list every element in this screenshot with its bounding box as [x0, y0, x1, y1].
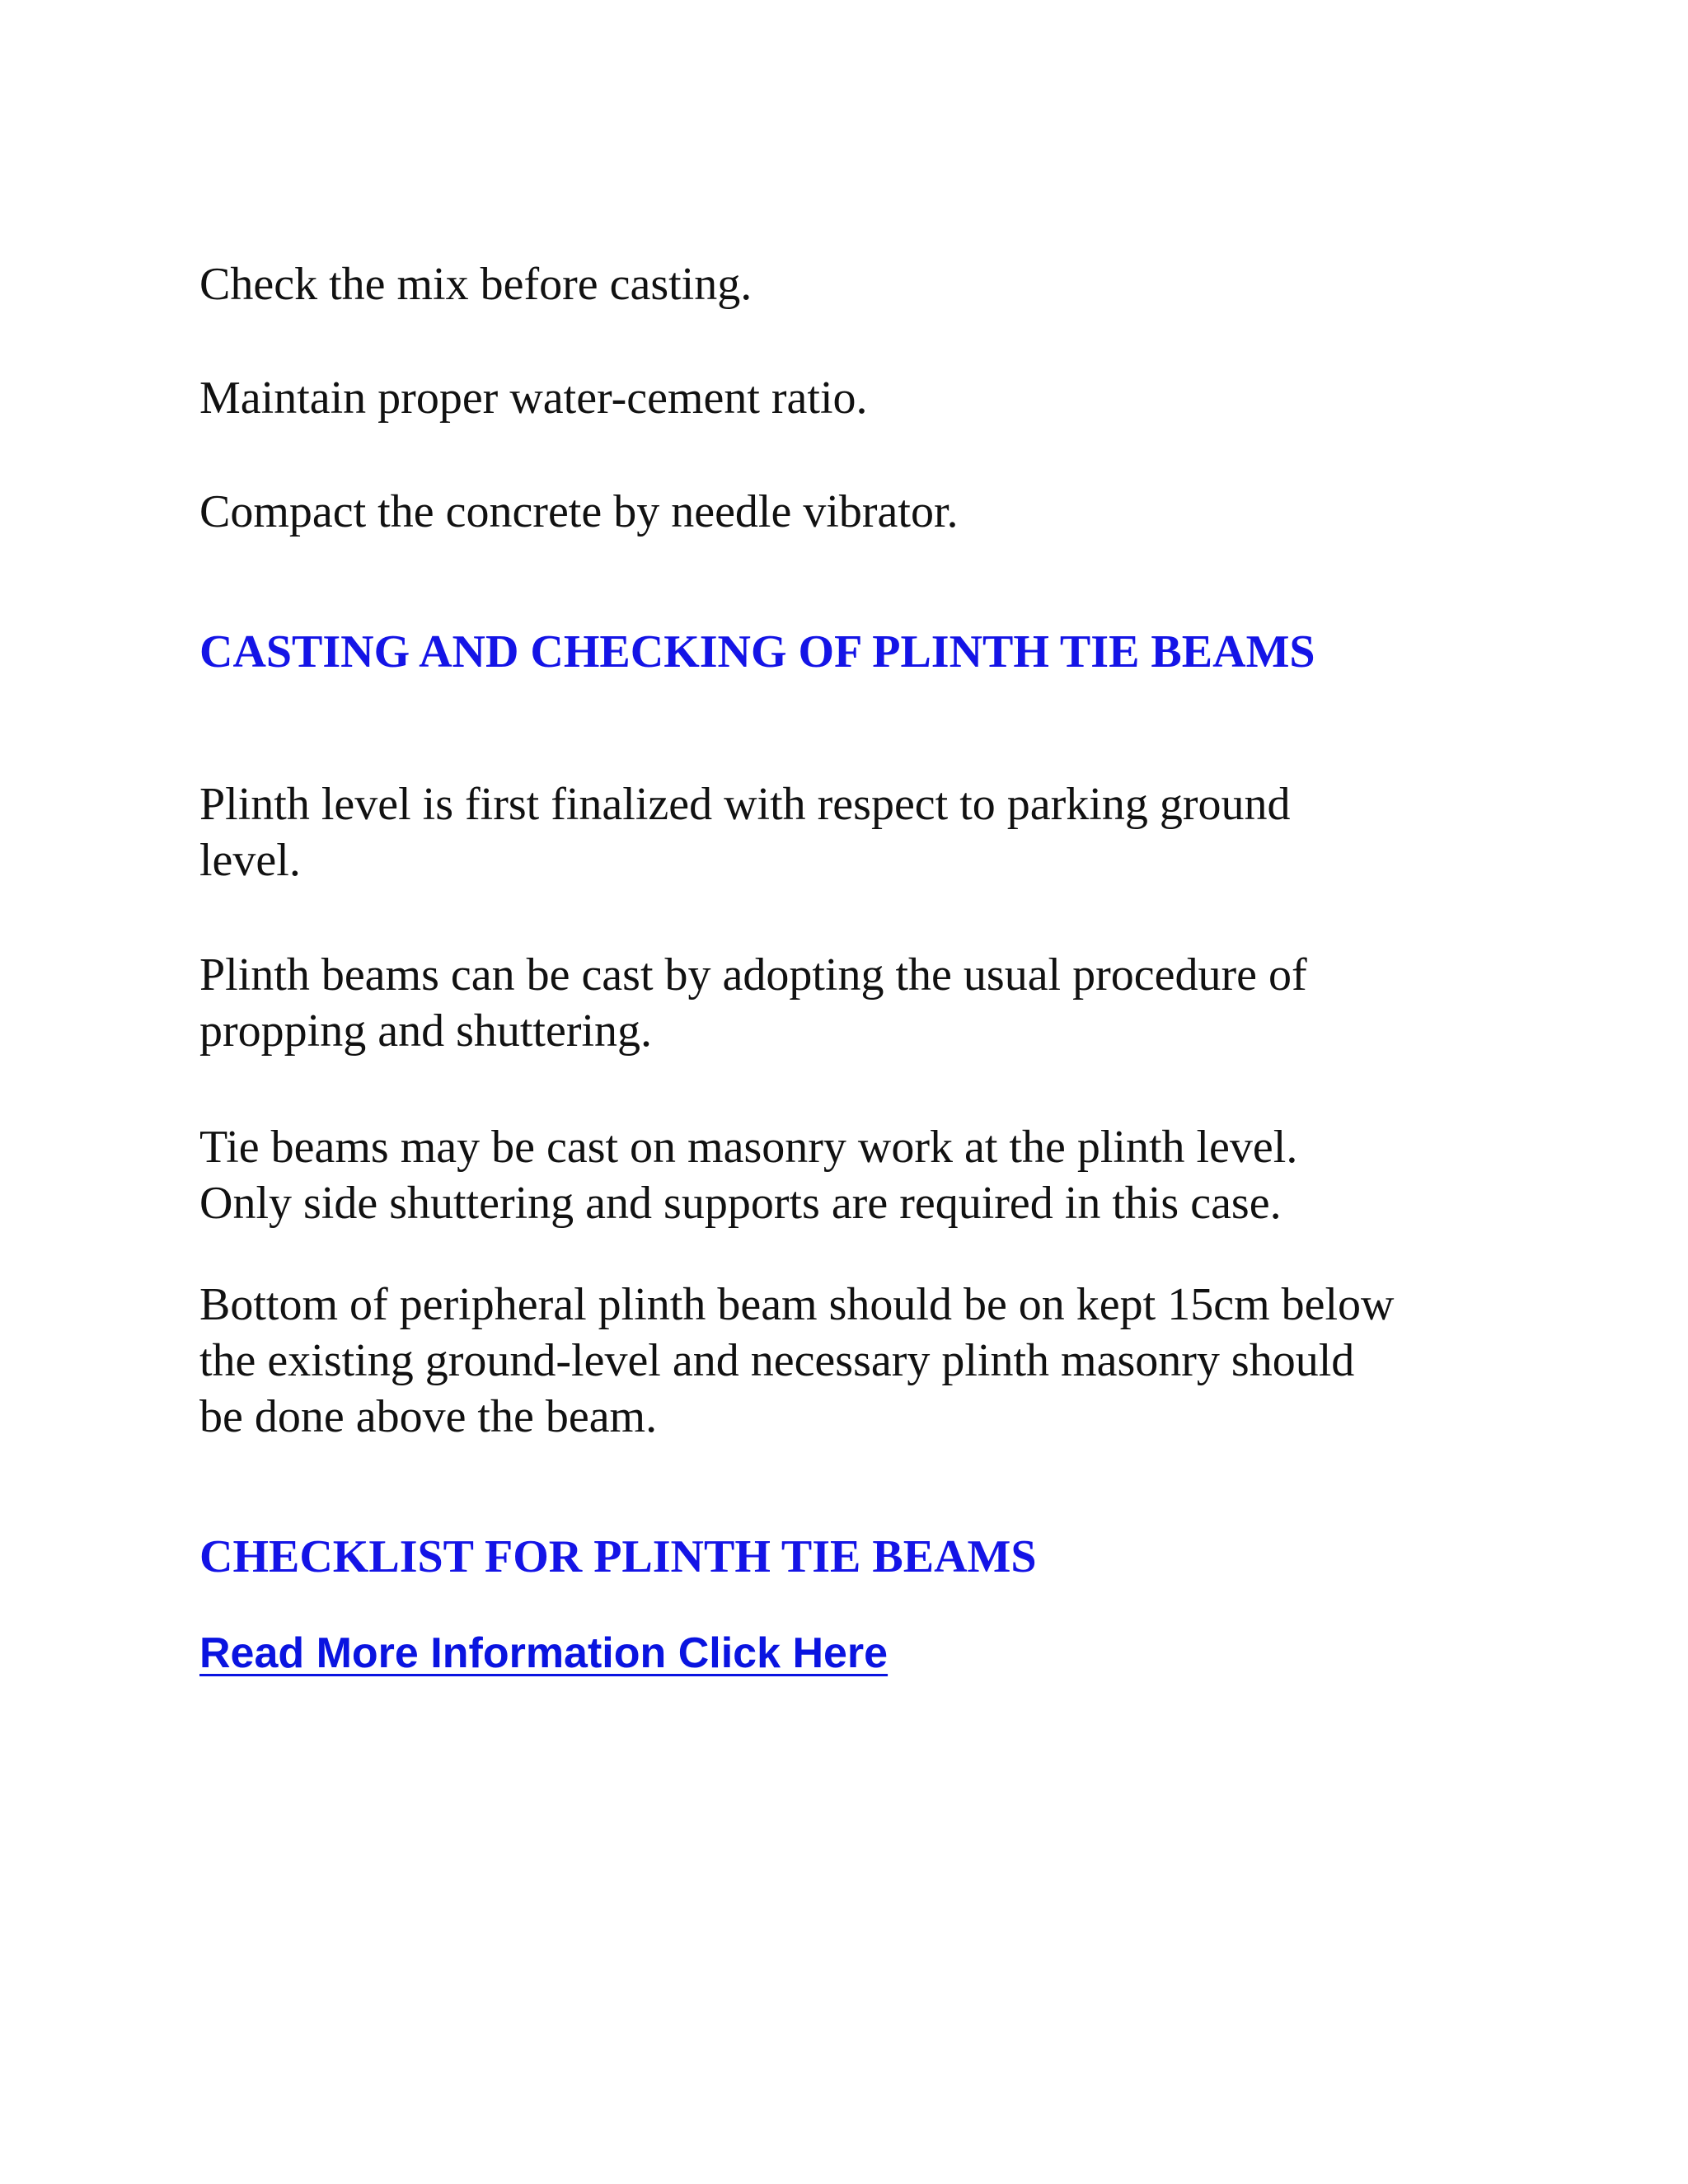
paragraph-water-cement-ratio: Maintain proper water-cement ratio.: [199, 373, 868, 424]
paragraph-line: propping and shuttering.: [199, 1005, 653, 1057]
paragraph-compact-concrete: Compact the concrete by needle vibrator.: [199, 486, 959, 537]
paragraph-peripheral-beam: [199, 1277, 1518, 1445]
paragraph-line: Plinth beams can be cast by adopting the usual procedure of: [199, 949, 1307, 1001]
paragraph-plinth-beams-cast: [199, 947, 1518, 1059]
paragraph-line: Bottom of peripheral plinth beam should be on kept 15cm below: [199, 1279, 1395, 1330]
section-heading-casting-checking: CASTING AND CHECKING OF PLINTH TIE BEAMS: [199, 626, 1315, 677]
paragraph-line: Tie beams may be cast on masonry work at the plinth level.: [199, 1122, 1298, 1173]
paragraph-line: level.: [199, 835, 301, 886]
paragraph-line: Only side shuttering and supports are required in this case.: [199, 1178, 1282, 1229]
paragraph-line: Plinth level is first finalized with respect to parking ground: [199, 779, 1291, 830]
read-more-link[interactable]: Read More Information Click Here: [199, 1629, 889, 1677]
paragraph-line: the existing ground-level and necessary plinth masonry should: [199, 1335, 1355, 1386]
section-heading-checklist: CHECKLIST FOR PLINTH TIE BEAMS: [199, 1531, 1037, 1582]
paragraph-line: be done above the beam.: [199, 1391, 658, 1442]
paragraph-tie-beams: [199, 1119, 1518, 1231]
paragraph-plinth-level: [199, 776, 1518, 888]
paragraph-check-mix: Check the mix before casting.: [199, 259, 753, 310]
